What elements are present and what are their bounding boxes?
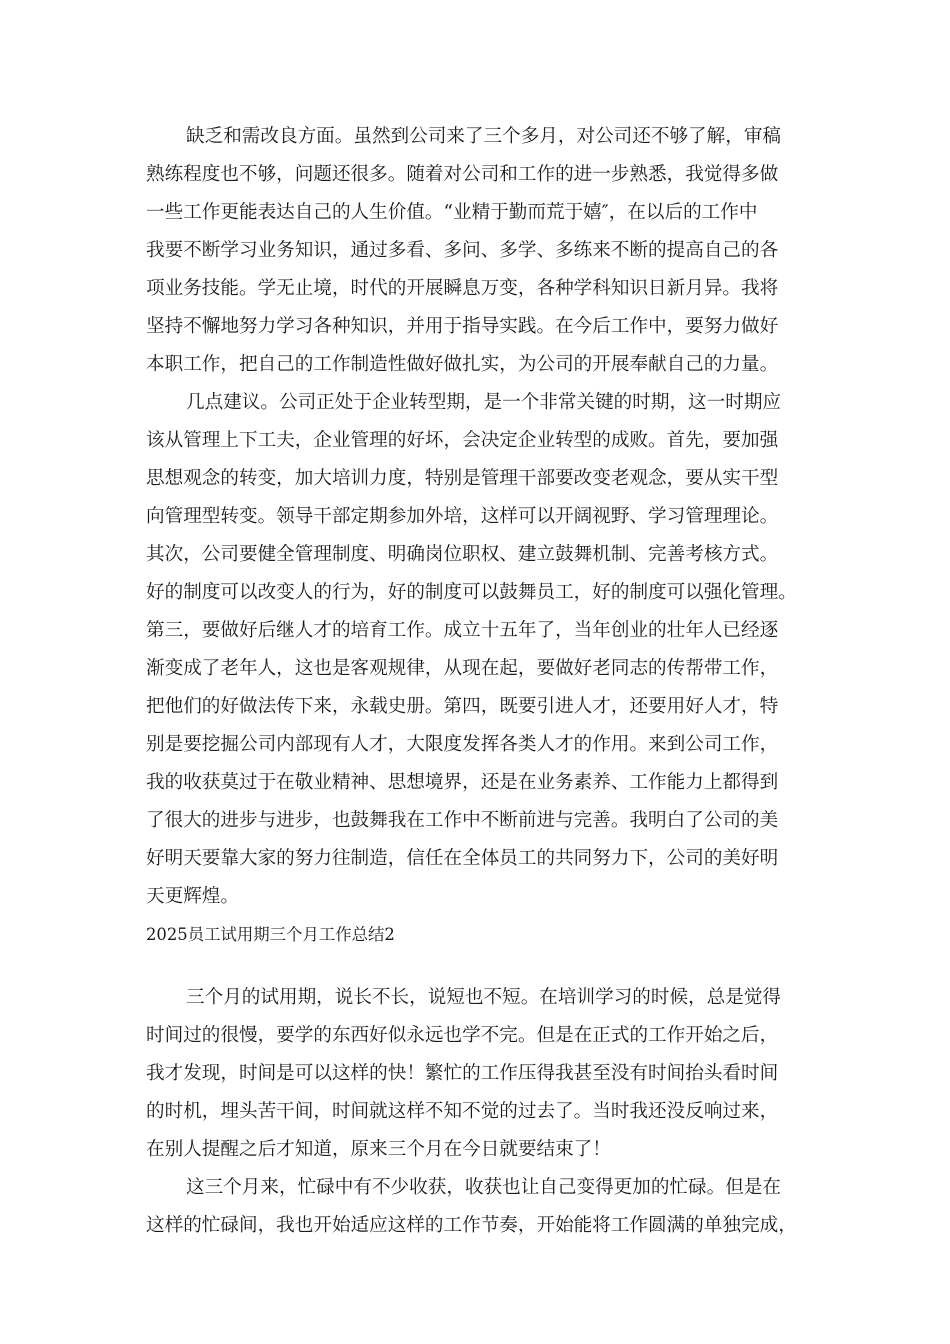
paragraph-1-line: 缺乏和需改良方面。虽然到公司来了三个多月，对公司还不够了解，审稿 [186,126,782,147]
paragraph-2-line: 天更辉煌。 [146,886,239,907]
paragraph-3-line: 我才发现，时间是可以这样的快！繁忙的工作压得我甚至没有时间抬头看时间 [146,1063,779,1084]
paragraph-1-line: 项业务技能。学无止境，时代的开展瞬息万变，各种学科知识日新月异。我将 [146,278,779,299]
paragraph-3-line: 时间过的很慢，要学的东西好似永远也学不完。但是在正式的工作开始之后， [146,1025,779,1046]
paragraph-2-line: 几点建议。公司正处于企业转型期，是一个非常关键的时期，这一时期应 [186,392,782,413]
paragraph-3-line: 的时机，埋头苦干间，时间就这样不知不觉的过去了。当时我还没反响过来， [146,1101,779,1122]
section-heading: 2025员工试用期三个月工作总结2 [146,925,395,944]
paragraph-1-line: 一些工作更能表达自己的人生价值。“业精于勤而荒于嬉″，在以后的工作中 [146,202,758,223]
paragraph-4-line: 这样的忙碌间，我也开始适应这样的工作节奏，开始能将工作圆满的单独完成， [146,1215,797,1236]
paragraph-3-line: 三个月的试用期，说长不长，说短也不短。在培训学习的时候，总是觉得 [186,987,782,1008]
paragraph-4-line: 这三个月来，忙碌中有不少收获，收获也让自己变得更加的忙碌。但是在 [186,1177,782,1198]
paragraph-2-line: 好明天要靠大家的努力往制造，信任在全体员工的共同努力下，公司的美好明 [146,848,779,869]
paragraph-2-line: 其次，公司要健全管理制度、明确岗位职权、建立鼓舞机制、完善考核方式。 [146,544,779,565]
paragraph-1-line: 熟练程度也不够，问题还很多。随着对公司和工作的进一步熟悉，我觉得多做 [146,164,779,185]
paragraph-2-line: 向管理型转变。领导干部定期参加外培，这样可以开阔视野、学习管理理论。 [146,506,779,527]
paragraph-2-line: 我的收获莫过于在敬业精神、思想境界，还是在业务素养、工作能力上都得到 [146,772,779,793]
paragraph-1-line: 坚持不懈地努力学习各种知识，并用于指导实践。在今后工作中，要努力做好 [146,316,779,337]
paragraph-2-line: 把他们的好做法传下来，永载史册。第四，既要引进人才，还要用好人才，特 [146,696,779,717]
paragraph-1-line: 本职工作，把自己的工作制造性做好做扎实，为公司的开展奉献自己的力量。 [146,354,779,375]
paragraph-2-line: 了很大的进步与进步，也鼓舞我在工作中不断前进与完善。我明白了公司的美 [146,810,779,831]
paragraph-2-line: 别是要挖掘公司内部现有人才，大限度发挥各类人才的作用。来到公司工作， [146,734,779,755]
paragraph-2-line: 该从管理上下工夫，企业管理的好坏，会决定企业转型的成败。首先，要加强 [146,430,779,451]
paragraph-2-line: 第三，要做好后继人才的培育工作。成立十五年了，当年创业的壮年人已经逐 [146,620,779,641]
paragraph-1-line: 我要不断学习业务知识，通过多看、多问、多学、多练来不断的提高自己的各 [146,240,779,261]
paragraph-2-line: 好的制度可以改变人的行为，好的制度可以鼓舞员工，好的制度可以强化管理。 [146,582,797,603]
paragraph-3-line: 在别人提醒之后才知道，原来三个月在今日就要结束了！ [146,1139,611,1160]
paragraph-2-line: 渐变成了老年人，这也是客观规律，从现在起，要做好老同志的传帮带工作， [146,658,779,679]
paragraph-2-line: 思想观念的转变，加大培训力度，特别是管理干部要改变老观念，要从实干型 [146,468,779,489]
